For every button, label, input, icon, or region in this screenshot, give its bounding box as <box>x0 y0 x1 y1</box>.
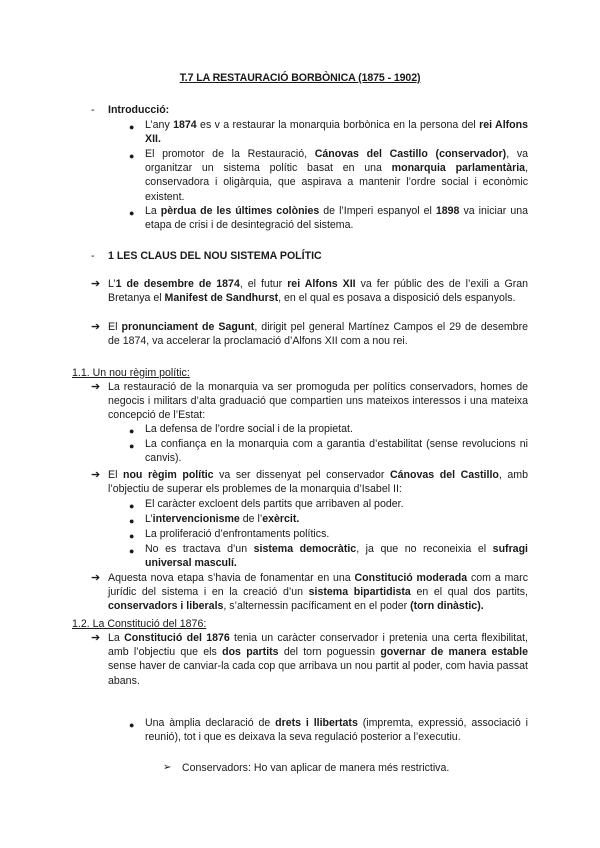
sub12-arrow-1: La Constitució del 1876 tenia un caràcter conservador i pretenia una certa flexibilitat, amb l’objectiu que els dos partits del torn poguessin governar de manera estable sense haver de canviar-la cada cop que arribava un nou partit al poder, com havia passat abans. <box>108 632 529 687</box>
bullet-icon: ● <box>129 122 135 132</box>
arrow-icon: ➔ <box>91 572 101 584</box>
dash-marker: - <box>91 250 95 262</box>
section1-arrow-1: L’1 de desembre de 1874, el futur rei Alfons XII va fer públic des de l’exili a Gran Bretanya el Manifest de Sandhurst, en el qual es posava a disposició dels espanyols. <box>108 278 529 305</box>
sub11-bullet-6: No es tractava d’un sistema democràtic, ja que no reconeixia el sufragi universal masculí. <box>145 543 528 570</box>
bullet-icon: ● <box>129 151 135 161</box>
section1-arrow-2: El pronunciament de Sagunt, dirigit pel general Martínez Campos el 29 de desembre de 1874, va accelerar la proclamació d’Alfons XII com a nou rei. <box>108 321 528 348</box>
bullet-icon: ● <box>129 720 135 730</box>
sub11-bullet-5: La proliferació d’enfrontaments polítics. <box>145 528 330 540</box>
bullet-icon: ● <box>129 531 135 541</box>
sub11-bullet-2: La confiança en la monarquia com a garantia d’estabilitat (sense revolucions ni canvis). <box>145 438 528 465</box>
sub12-sub-bullet-1: Conservadors: Ho van aplicar de manera més restrictiva. <box>182 762 450 774</box>
arrow-icon: ➔ <box>91 469 101 481</box>
arrow-icon: ➔ <box>91 632 101 644</box>
dash-marker: - <box>91 104 95 116</box>
bullet-icon: ● <box>129 501 135 511</box>
sub11-bullet-1: La defensa de l’ordre social i de la propietat. <box>145 423 353 435</box>
arrow-icon: ➔ <box>91 381 101 393</box>
intro-bullet-1: L’any 1874 es v a restaurar la monarquia borbònica en la persona del rei Alfons XII. <box>145 119 528 146</box>
sub11-bullet-3: El caràcter excloent dels partits que arribaven al poder. <box>145 498 404 510</box>
bullet-icon: ● <box>129 441 135 451</box>
intro-heading: Introducció: <box>108 104 170 116</box>
arrow-icon: ➔ <box>91 278 101 290</box>
subsection-1-1-heading: 1.1. Un nou règim polític: <box>72 367 190 379</box>
chevron-right-icon: ➢ <box>163 762 172 773</box>
bullet-icon: ● <box>129 426 135 436</box>
bullet-icon: ● <box>129 208 135 218</box>
bullet-icon: ● <box>129 516 135 526</box>
sub11-bullet-4: L’intervencionisme de l’exèrcit. <box>145 513 300 525</box>
intro-bullet-3: La pèrdua de les últimes colònies de l’Imperi espanyol el 1898 va iniciar una etapa de crisi i de desintegració del sistema. <box>145 205 528 232</box>
sub11-arrow-1: La restauració de la monarquia va ser promoguda per polítics conservadors, homes de negocis i militars d’alta graduació que compartien uns mateixos interessos i una mateixa concepció de l’Estat: <box>108 381 528 422</box>
bullet-icon: ● <box>129 546 135 556</box>
sub11-arrow-2: El nou règim polític va ser dissenyat pel conservador Cánovas del Castillo, amb l’objectiu de superar els problemes de la monarquia d’Isabel II: <box>108 469 528 496</box>
subsection-1-2-heading: 1.2. La Constitució del 1876: <box>72 618 207 630</box>
sub11-arrow-3: Aquesta nova etapa s’havia de fonamentar en una Constitució moderada com a marc jurídic del sistema i en la creació d’un sistema bipartidista en el qual dos partits, conservadors i liberals, s’alternessin pacíficament en el poder (torn dinàstic). <box>108 572 528 613</box>
section1-heading: 1 LES CLAUS DEL NOU SISTEMA POLÍTIC <box>108 250 322 262</box>
sub12-bullet-1: Una àmplia declaració de drets i llibertats (impremta, expressió, associació i reunió), tot i que es deixava la seva regulació posterior a l’executiu. <box>145 717 528 744</box>
intro-bullet-2: El promotor de la Restauració, Cánovas del Castillo (conservador), va organitzar un sistema polític basat en una monarquia parlamentària, conservadora i oligàrquia, que aspirava a mantenir l’ordre social i econòmic existent. <box>145 148 529 203</box>
document-title: T.7 LA RESTAURACIÓ BORBÒNICA (1875 - 1902) <box>179 72 421 84</box>
arrow-icon: ➔ <box>91 321 101 333</box>
